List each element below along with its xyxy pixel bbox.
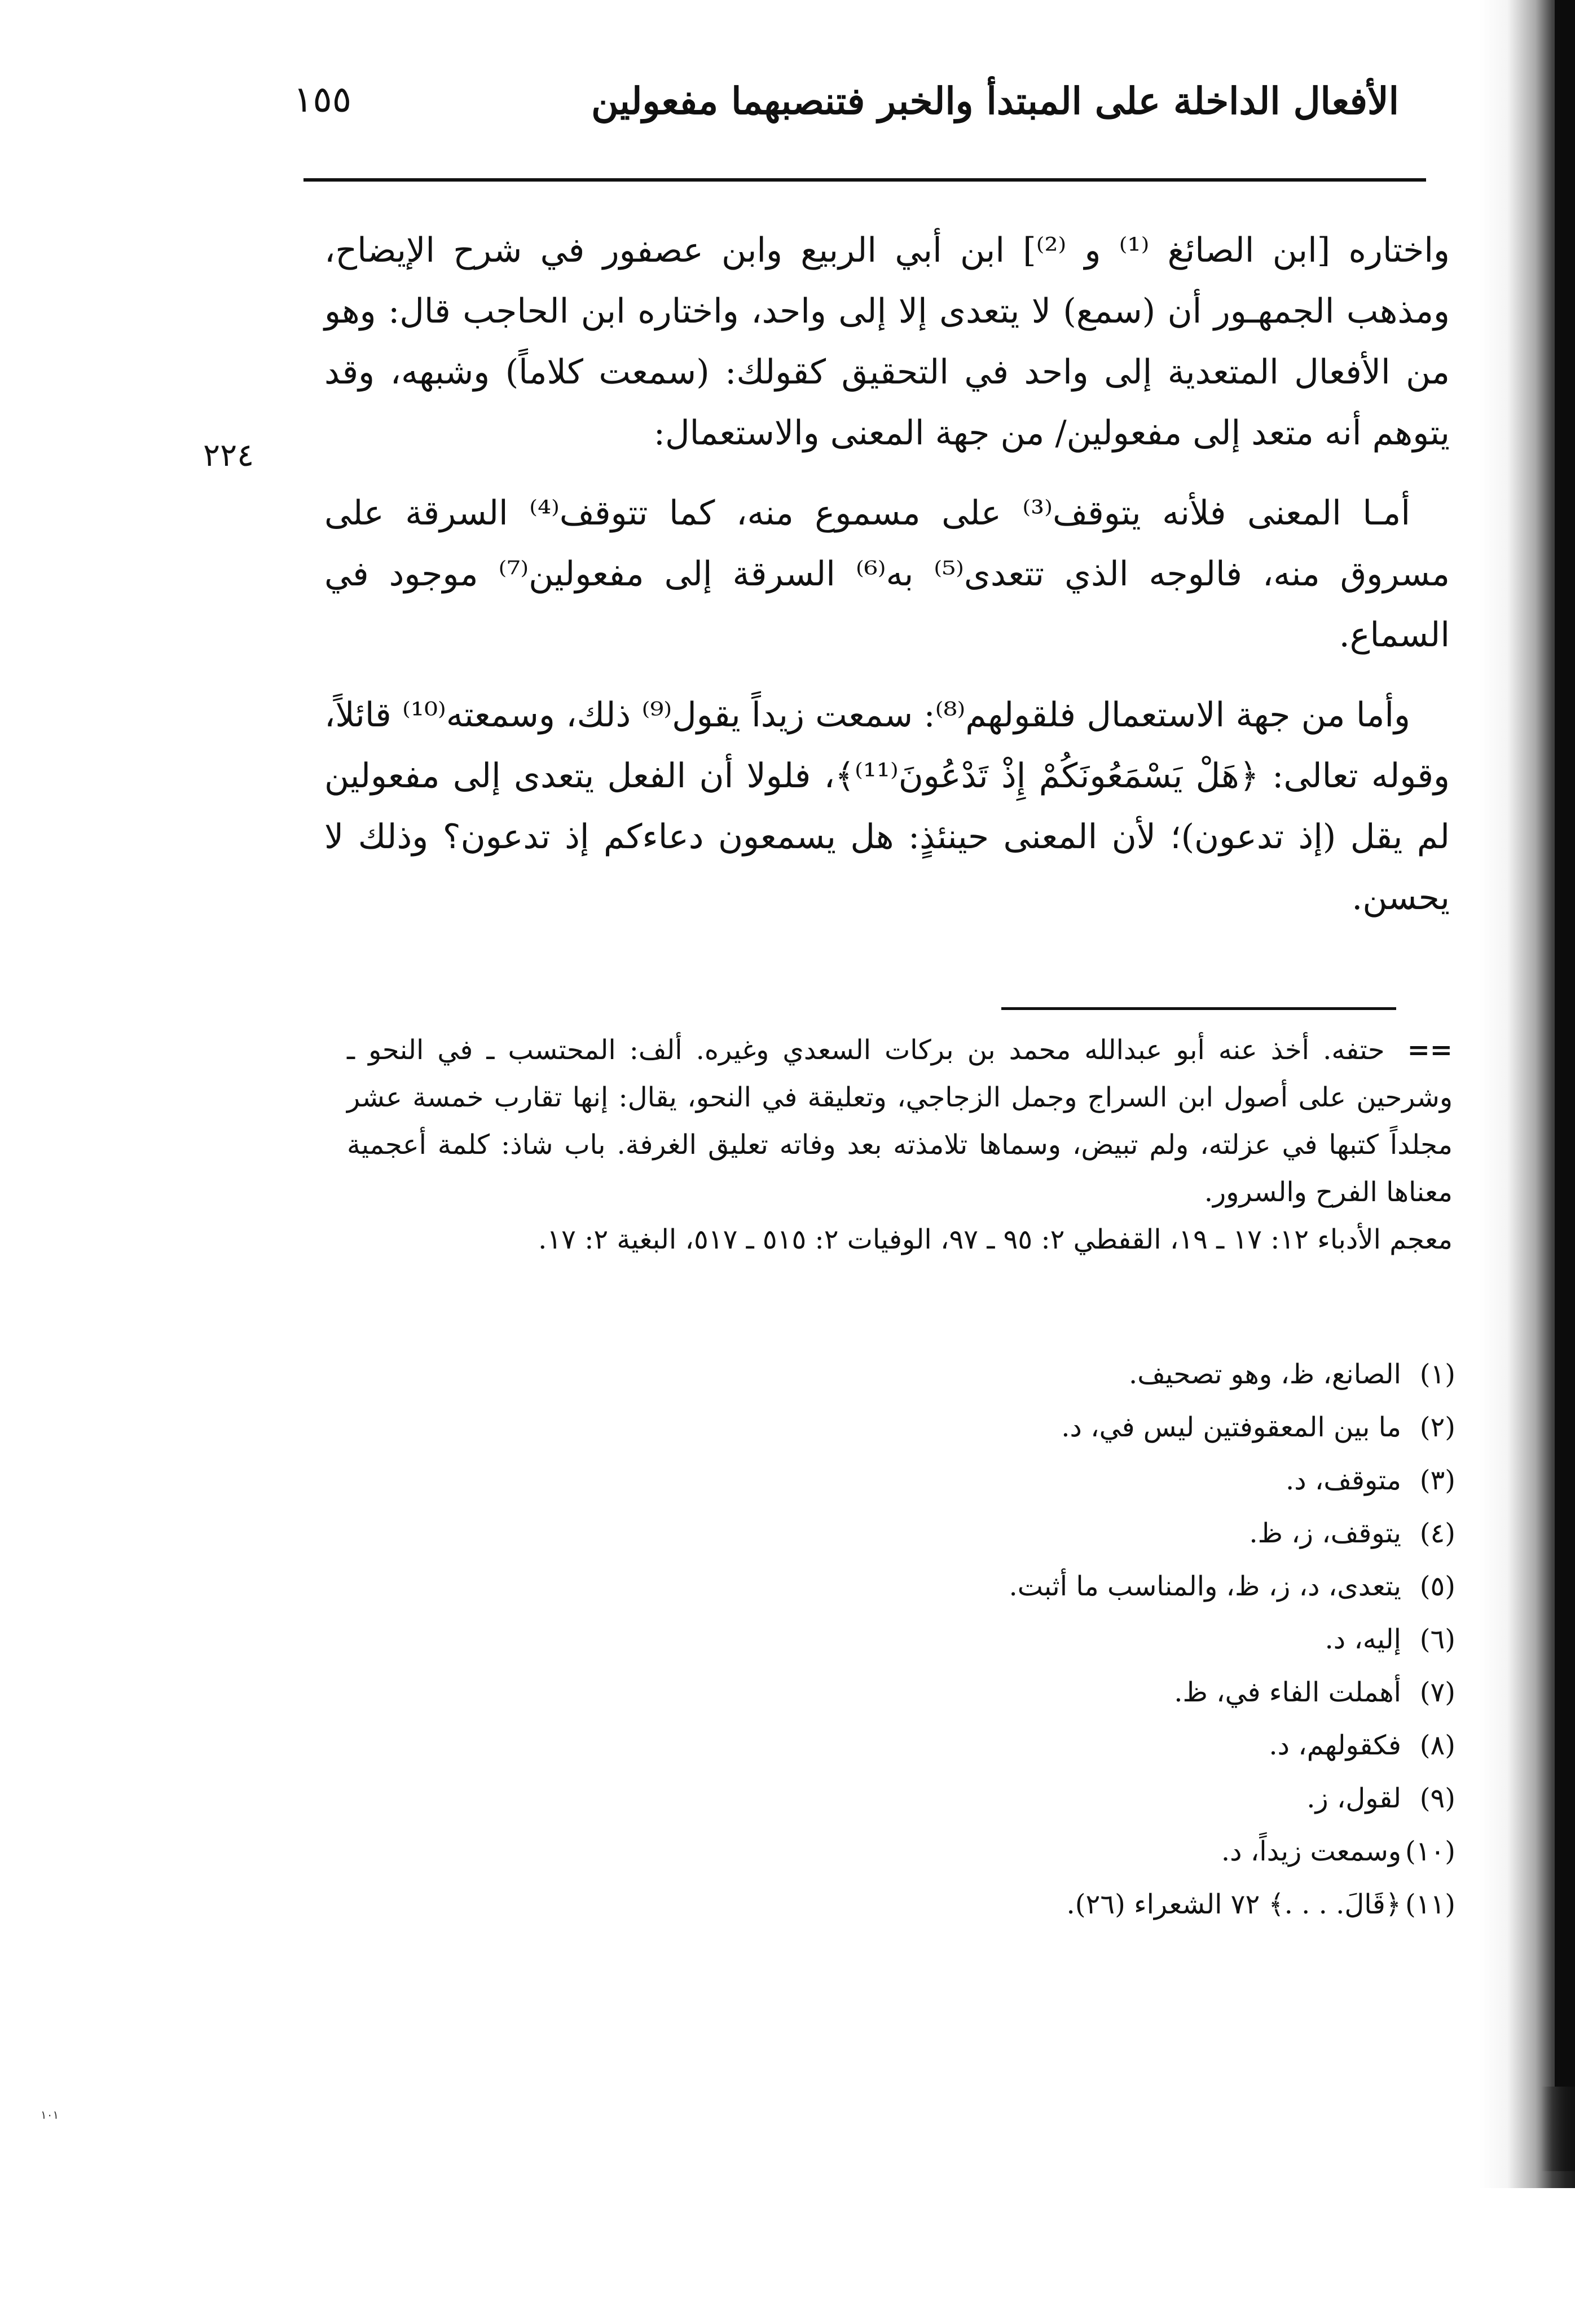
footnote-text: الصانع، ظ، وهو تصحيف. bbox=[1129, 1359, 1401, 1390]
binding-edge bbox=[1555, 0, 1575, 2087]
footnote-item bbox=[395, 1772, 1455, 1825]
continuation-text: حتفه. أخذ عنه أبو عبدالله محمد بن بركات السعدي وغيره. ألف: المحتسب ـ في النحو ـ وشرحين على أصول ابن السراج وجمل الزجاجي، وتعليقة في النحو، يقال: إنها تقارب خمسة عشر مجلداً كتبها في عزلته، ولم تبيض، وسماها تلامذته بعد وفاته تعليق الغرفة. باب شاذ: كلمة أعجمية معناها الفرح والسرور. bbox=[347, 1034, 1453, 1208]
footnote-text: ما بين المعقوفتين ليس في، د. bbox=[1061, 1412, 1401, 1443]
page-number: ١٥٥ bbox=[293, 79, 352, 121]
continuation-marker: == bbox=[1407, 1034, 1453, 1066]
footnote-text: يتعدى، د، ز، ظ، والمناسب ما أثبت. bbox=[1009, 1571, 1401, 1602]
footnote-text: متوقف، د. bbox=[1285, 1465, 1401, 1496]
header-rule bbox=[303, 178, 1426, 182]
footnote-number: (٣) bbox=[1419, 1465, 1455, 1496]
footnote-item bbox=[395, 1613, 1455, 1666]
paragraph-3: وأما من جهة الاستعمال فلقولهم⁽⁸⁾: سمعت زيداً يقول⁽⁹⁾ ذلك، وسمعته⁽¹⁰⁾ قائلاً، وقوله تعالى: ﴿هَلْ يَسْمَعُونَكُمْ إِذْ تَدْعُونَ⁽¹¹⁾﴾، فلولا أن الفعل يتعدى إلى مفعولين لم يقل (إذ تدعون)؛ لأن المعنى حينئذٍ: هل يسمعون دعاءكم إذ تدعون؟ وذلك لا يحسن. bbox=[324, 695, 1450, 918]
footnote-text: إليه، د. bbox=[1325, 1624, 1401, 1655]
running-head bbox=[293, 79, 1399, 147]
paragraph-1: واختاره [ابن الصائغ ⁽¹⁾ و ⁽²⁾] ابن أبي الربيع وابن عصفور في شرح الإيضاح، ومذهب الجمهـور أن (سمع) لا يتعدى إلا إلى واحد، واختاره ابن الحاجب قال: وهو من الأفعال المتعدية إلى واحد في التحقيق كقولك: (سمعت كلاماً) وشبهه، وقد يتوهم أنه متعد إلى مفعولين/ من جهة المعنى والاستعمال: bbox=[324, 231, 1450, 453]
footnote-number: (١١) bbox=[1405, 1889, 1455, 1920]
footnote-item bbox=[395, 1348, 1455, 1401]
footnote-text: فكقولهم، د. bbox=[1269, 1730, 1401, 1761]
footnote-number: (٥) bbox=[1419, 1571, 1455, 1602]
margin-folio: ٢٢٤ bbox=[203, 437, 254, 474]
footnote-item bbox=[395, 1454, 1455, 1507]
footnote-separator bbox=[1001, 1007, 1396, 1010]
footnote-item bbox=[395, 1666, 1455, 1719]
footnote-number: (٩) bbox=[1419, 1783, 1455, 1814]
footnote-item bbox=[395, 1560, 1455, 1613]
footnote-number: (٧) bbox=[1419, 1677, 1455, 1708]
footnote-text: وسمعت زيداً، د. bbox=[1221, 1836, 1401, 1867]
footnote-item bbox=[395, 1719, 1455, 1772]
scan-mark: ١٠١ bbox=[41, 2108, 59, 2122]
continuation-sources: معجم الأدباء ١٢: ١٧ ـ ١٩، القفطي ٢: ٩٥ ـ ٩٧، الوفيات ٢: ٥١٥ ـ ٥١٧، البغية ٢: ١٧. bbox=[538, 1224, 1453, 1255]
main-text bbox=[324, 220, 1450, 947]
footnote-number: (٦) bbox=[1419, 1624, 1455, 1655]
footnote-number: (٨) bbox=[1419, 1730, 1455, 1761]
binding-edge-tail bbox=[1541, 2087, 1575, 2171]
footnotes-list bbox=[395, 1348, 1455, 1931]
footnote-number: (٢) bbox=[1419, 1412, 1455, 1443]
paragraph-2: أمـا المعنى فلأنه يتوقف⁽³⁾ على مسموع منه، كما تتوقف⁽⁴⁾ السرقة على مسروق منه، فالوجه الذي تتعدى⁽⁵⁾ به⁽⁶⁾ السرقة إلى مفعولين⁽⁷⁾ موجود في السماع. bbox=[324, 493, 1450, 655]
footnote-text: يتوقف، ز، ظ. bbox=[1249, 1518, 1401, 1549]
footnote-item bbox=[395, 1401, 1455, 1454]
footnote-number: (١٠) bbox=[1405, 1836, 1455, 1867]
footnote-continuation bbox=[347, 1026, 1453, 1263]
footnote-text: لقول، ز. bbox=[1306, 1783, 1401, 1814]
footnote-item bbox=[395, 1825, 1455, 1878]
footnote-text: ﴿قَالَ. . . .﴾ ٧٢ الشعراء (٢٦). bbox=[1066, 1889, 1401, 1920]
footnote-item bbox=[395, 1878, 1455, 1931]
footnote-item bbox=[395, 1507, 1455, 1560]
footnote-number: (٤) bbox=[1419, 1518, 1455, 1549]
footnote-number: (١) bbox=[1419, 1359, 1455, 1390]
page-title: الأفعال الداخلة على المبتدأ والخبر فتنصبهما مفعولين bbox=[591, 79, 1399, 123]
footnote-text: أهملت الفاء في، ظ. bbox=[1174, 1677, 1401, 1708]
